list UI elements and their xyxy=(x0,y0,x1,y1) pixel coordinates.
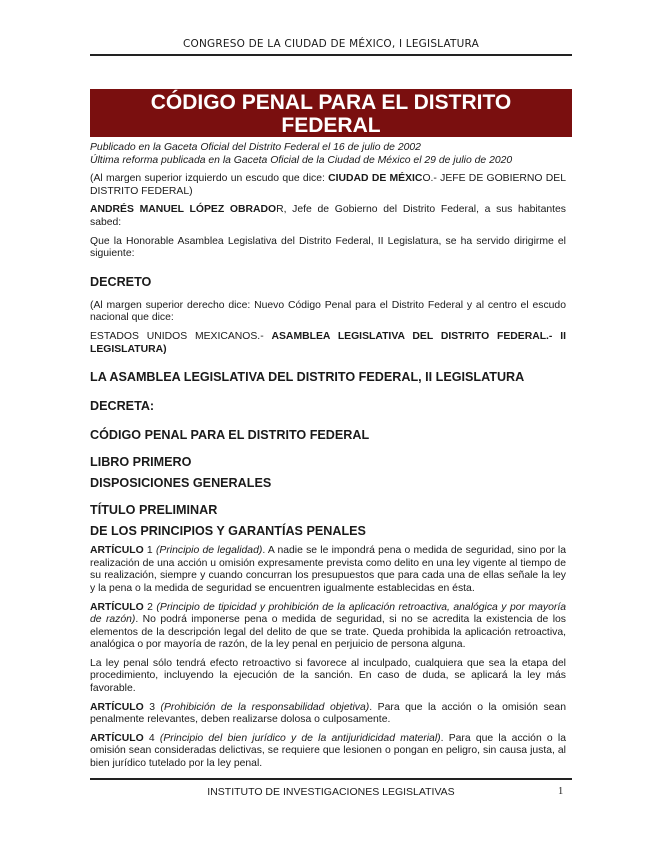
article-4 xyxy=(90,733,566,771)
principios-heading: DE LOS PRINCIPIOS Y GARANTÍAS PENALES xyxy=(90,524,366,539)
decreto-paragraph-2 xyxy=(90,331,566,356)
header-rule xyxy=(90,54,572,56)
article-title: (Principio de tipicidad y prohibición de la aplicación retroactiva, analógica y por mayoría de razón) xyxy=(90,601,567,626)
article-text: . Para que la acción o la omisión sean penalmente relevantes, deben realizarse dolosa o culposamente. xyxy=(90,701,566,726)
intro-paragraph-1 xyxy=(90,173,566,198)
decreto-paragraph-1: (Al margen superior derecho dice: Nuevo Código Penal para el Distrito Federal y al centro el escudo nacional que dice: xyxy=(90,299,566,324)
publication-info xyxy=(90,142,566,167)
intro-p2-rest: R, Jefe de Gobierno del Distrito Federal, a sus habitantes sabed: xyxy=(90,204,566,228)
decreto-heading: DECRETO xyxy=(90,274,152,289)
publication-date: Publicado en la Gaceta Oficial del Distrito Federal el 16 de julio de 2002 xyxy=(90,142,421,153)
article-label: ARTÍCULO xyxy=(90,732,144,744)
running-header: CONGRESO DE LA CIUDAD DE MÉXICO, I LEGISLATURA xyxy=(182,38,479,50)
intro-paragraph-2 xyxy=(90,204,566,229)
article-3 xyxy=(90,702,566,727)
page-number: 1 xyxy=(558,786,564,797)
intro-p1-bold: CIUDAD DE MÉXIC xyxy=(328,173,423,185)
intro-p1-text: (Al margen superior izquierdo un escudo que dice: xyxy=(90,173,329,185)
disposiciones-heading: DISPOSICIONES GENERALES xyxy=(90,476,272,491)
article-number: 3 xyxy=(143,701,161,713)
decreta-heading: DECRETA: xyxy=(90,399,155,414)
governor-name: ANDRÉS MANUEL LÓPEZ OBRADO xyxy=(90,204,277,216)
article-text: . No podrá imponerse pena o medida de seguridad, si no se acredita la existencia de los elementos de la descripción legal del delito de que se trate. Queda prohibida la aplicación retroactiva, analógica o por mayoría de razón, de la ley penal en perjuicio de persona alguna. xyxy=(90,614,566,651)
article-2-paragraph-2: La ley penal sólo tendrá efecto retroactivo si favorece al inculpado, cualquiera que sea la etapa del procedimiento, incluyendo la ejecución de la sanción. En caso de duda, se aplicará la ley más favorable. xyxy=(90,657,566,695)
decreto-p2-text: ESTADOS UNIDOS MEXICANOS.- xyxy=(90,330,272,342)
codigo-heading: CÓDIGO PENAL PARA EL DISTRITO FEDERAL xyxy=(90,428,370,443)
article-1 xyxy=(90,545,566,595)
article-number: 2 xyxy=(143,601,157,613)
document-title-banner xyxy=(90,89,572,137)
document-body xyxy=(90,142,566,777)
article-text: . Para que la acción o la omisión sean consideradas delictivas, se requiere que lesionen o pongan en peligro, sin causa justa, al bien jurídico tutelado por la ley penal. xyxy=(90,732,566,770)
last-reform-date: Última reforma publicada en la Gaceta Oficial de la Ciudad de México el 29 de julio de 2020 xyxy=(90,154,513,166)
article-number: 1 xyxy=(143,545,156,557)
article-title: (Principio de legalidad) xyxy=(155,545,263,557)
intro-paragraph-3: Que la Honorable Asamblea Legislativa del Distrito Federal, II Legislatura, se ha servido dirigirme el siguiente: xyxy=(90,235,566,260)
article-2 xyxy=(90,602,566,652)
footer-institute: INSTITUTO DE INVESTIGACIONES LEGISLATIVAS xyxy=(207,786,455,798)
article-title: (Prohibición de la responsabilidad objetiva) xyxy=(160,701,370,713)
footer-rule xyxy=(90,778,572,780)
article-title: (Principio del bien jurídico y de la antijuridicidad material) xyxy=(159,732,441,744)
intro-p1-rest: O.- JEFE DE GOBIERNO DEL DISTRITO FEDERAL) xyxy=(90,173,566,197)
libro-heading: LIBRO PRIMERO xyxy=(90,455,192,470)
title-line-2: FEDERAL xyxy=(281,114,381,137)
article-label: ARTÍCULO xyxy=(90,701,144,713)
decreto-p2-bold: ASAMBLEA LEGISLATIVA DEL DISTRITO FEDERAL.- II LEGISLATURA) xyxy=(90,330,567,355)
title-line-1: CÓDIGO PENAL PARA EL DISTRITO xyxy=(150,91,512,114)
asamblea-heading: LA ASAMBLEA LEGISLATIVA DEL DISTRITO FEDERAL, II LEGISLATURA xyxy=(90,370,525,385)
article-number: 4 xyxy=(143,732,160,744)
article-text: . A nadie se le impondrá pena o medida de seguridad, sino por la realización de una acción u omisión expresamente prevista como delito en una ley vigente al tiempo de su realización, siempre y cuando concurran los presupuestos que para cada una de ellas señale la ley y la pena o la medida de seguridad se encuentren igualmente establecidas en ésta. xyxy=(90,545,566,594)
titulo-heading: TÍTULO PRELIMINAR xyxy=(90,503,218,518)
article-label: ARTÍCULO xyxy=(90,545,144,557)
article-label: ARTÍCULO xyxy=(90,601,144,613)
